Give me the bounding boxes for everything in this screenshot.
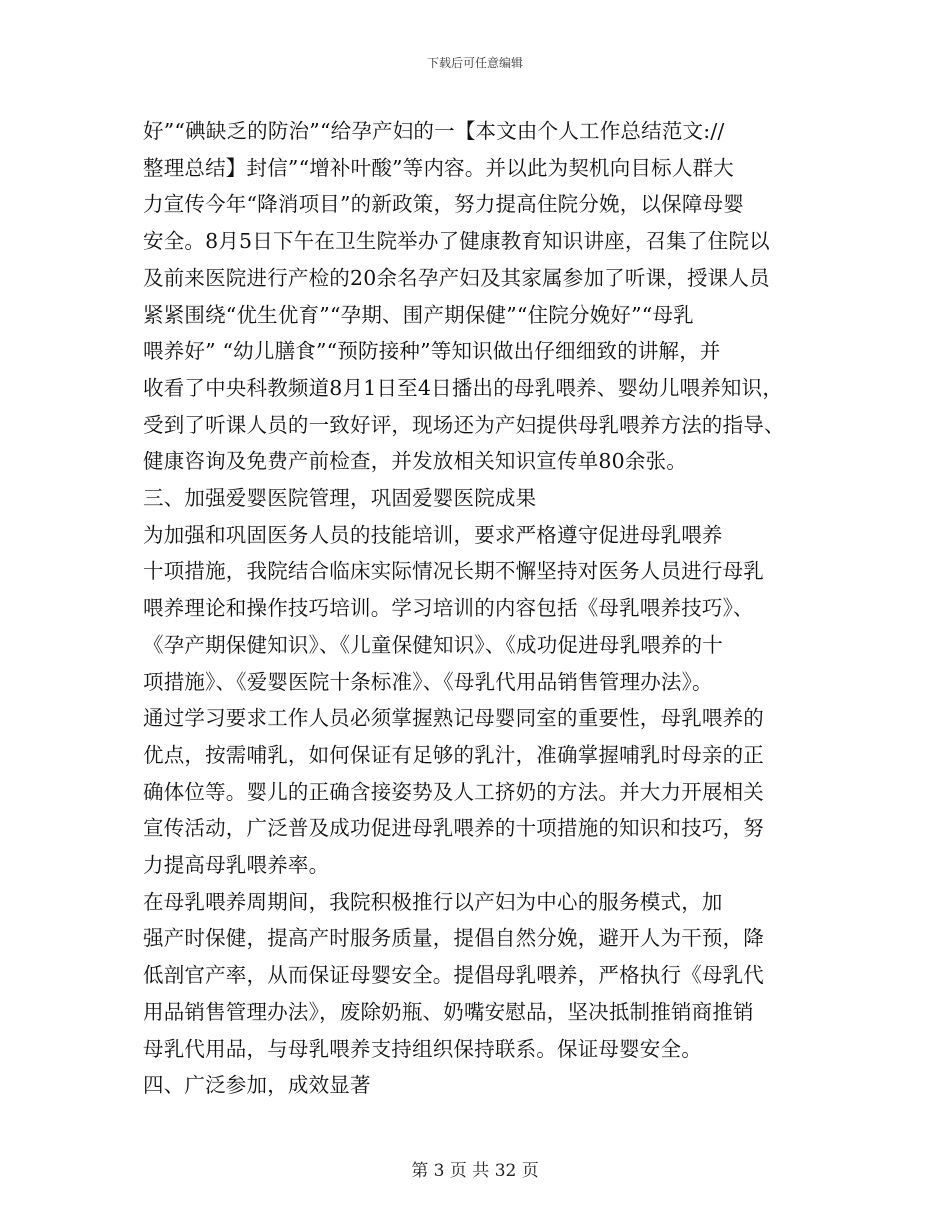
body-line: 在母乳喂养周期间，我院积极推行以产妇为中心的服务模式，加 <box>143 889 723 914</box>
body-line: 力提高母乳喂养率。 <box>143 853 330 877</box>
body-line: 确体位等。婴儿的正确含接姿势及人工挤奶的方法。并大力开展相关 <box>143 779 764 804</box>
body-line: 好”“碘缺乏的防治”“给孕产妇的一【本文由个人工作总结范文:// <box>143 119 725 143</box>
body-line: 喂养理论和操作技巧培训。学习培训的内容包括《母乳喂养技巧》、 <box>143 596 754 621</box>
body-line: 宣传活动，广泛普及成功促进母乳喂养的十项措施的知识和技巧，努 <box>143 816 764 841</box>
body-line: 受到了听课人员的一致好评，现场还为产妇提供母乳喂养方法的指导、 <box>143 412 785 437</box>
body-line: 强产时保健，提高产时服务质量，提倡自然分娩，避开人为干预，降 <box>143 926 764 951</box>
body-line: 喂养好” “幼儿膳食”“预防接种”等知识做出仔细细致的讲解，并 <box>143 339 721 364</box>
body-line: 收看了中央科教频道8月1日至4日播出的母乳喂养、婴幼儿喂养知识， <box>143 375 784 400</box>
body-line: 为加强和巩固医务人员的技能培训，要求严格遵守促进母乳喂养 <box>143 522 723 547</box>
body-line: 四、广泛参加，成效显著 <box>143 1073 371 1098</box>
body-line: 通过学习要求工作人员必须掌握熟记母婴同室的重要性，母乳喂养的 <box>143 706 764 731</box>
body-line: 项措施》、《爱婴医院十条标准》、《母乳代用品销售管理办法》。 <box>143 669 713 694</box>
body-line: 力宣传今年“降消项目”的新政策，努力提高住院分娩，以保障母婴 <box>143 192 744 217</box>
body-line: 整理总结】封信”“增补叶酸”等内容。并以此为契机向目标人群大 <box>143 155 734 180</box>
body-line: 低剖官产率，从而保证母婴安全。提倡母乳喂养，严格执行《母乳代 <box>143 963 764 988</box>
body-line: 用品销售管理办法》，废除奶瓶、奶嘴安慰品，坚决抵制推销商推销 <box>143 999 754 1024</box>
body-line: 十项措施，我院结合临床实际情况长期不懈坚持对医务人员进行母乳 <box>143 559 764 584</box>
body-line: 《孕产期保健知识》、《儿童保健知识》、《成功促进母乳喂养的十 <box>143 632 723 657</box>
body-line: 优点，按需哺乳，如何保证有足够的乳汁，准确掌握哺乳时母亲的正 <box>143 742 764 767</box>
body-line: 健康咨询及免费产前检查，并发放相关知识宣传单80余张。 <box>143 449 687 474</box>
page-footer: 第 3 页 共 32 页 <box>411 1161 539 1181</box>
body-line: 安全。8月5日下午在卫生院举办了健康教育知识讲座，召集了住院以 <box>143 229 770 254</box>
body-line: 母乳代用品，与母乳喂养支持组织保持联系。保证母婴安全。 <box>143 1036 702 1061</box>
page-header-note: 下载后可任意编辑 <box>426 56 523 70</box>
body-line: 紧紧围绕“优生优育”“孕期、围产期保健”“住院分娩好”“母乳 <box>143 302 694 327</box>
body-line: 及前来医院进行产检的20余名孕产妇及其家属参加了听课，授课人员 <box>143 265 770 290</box>
body-line: 三、加强爱婴医院管理，巩固爱婴医院成果 <box>143 486 537 510</box>
